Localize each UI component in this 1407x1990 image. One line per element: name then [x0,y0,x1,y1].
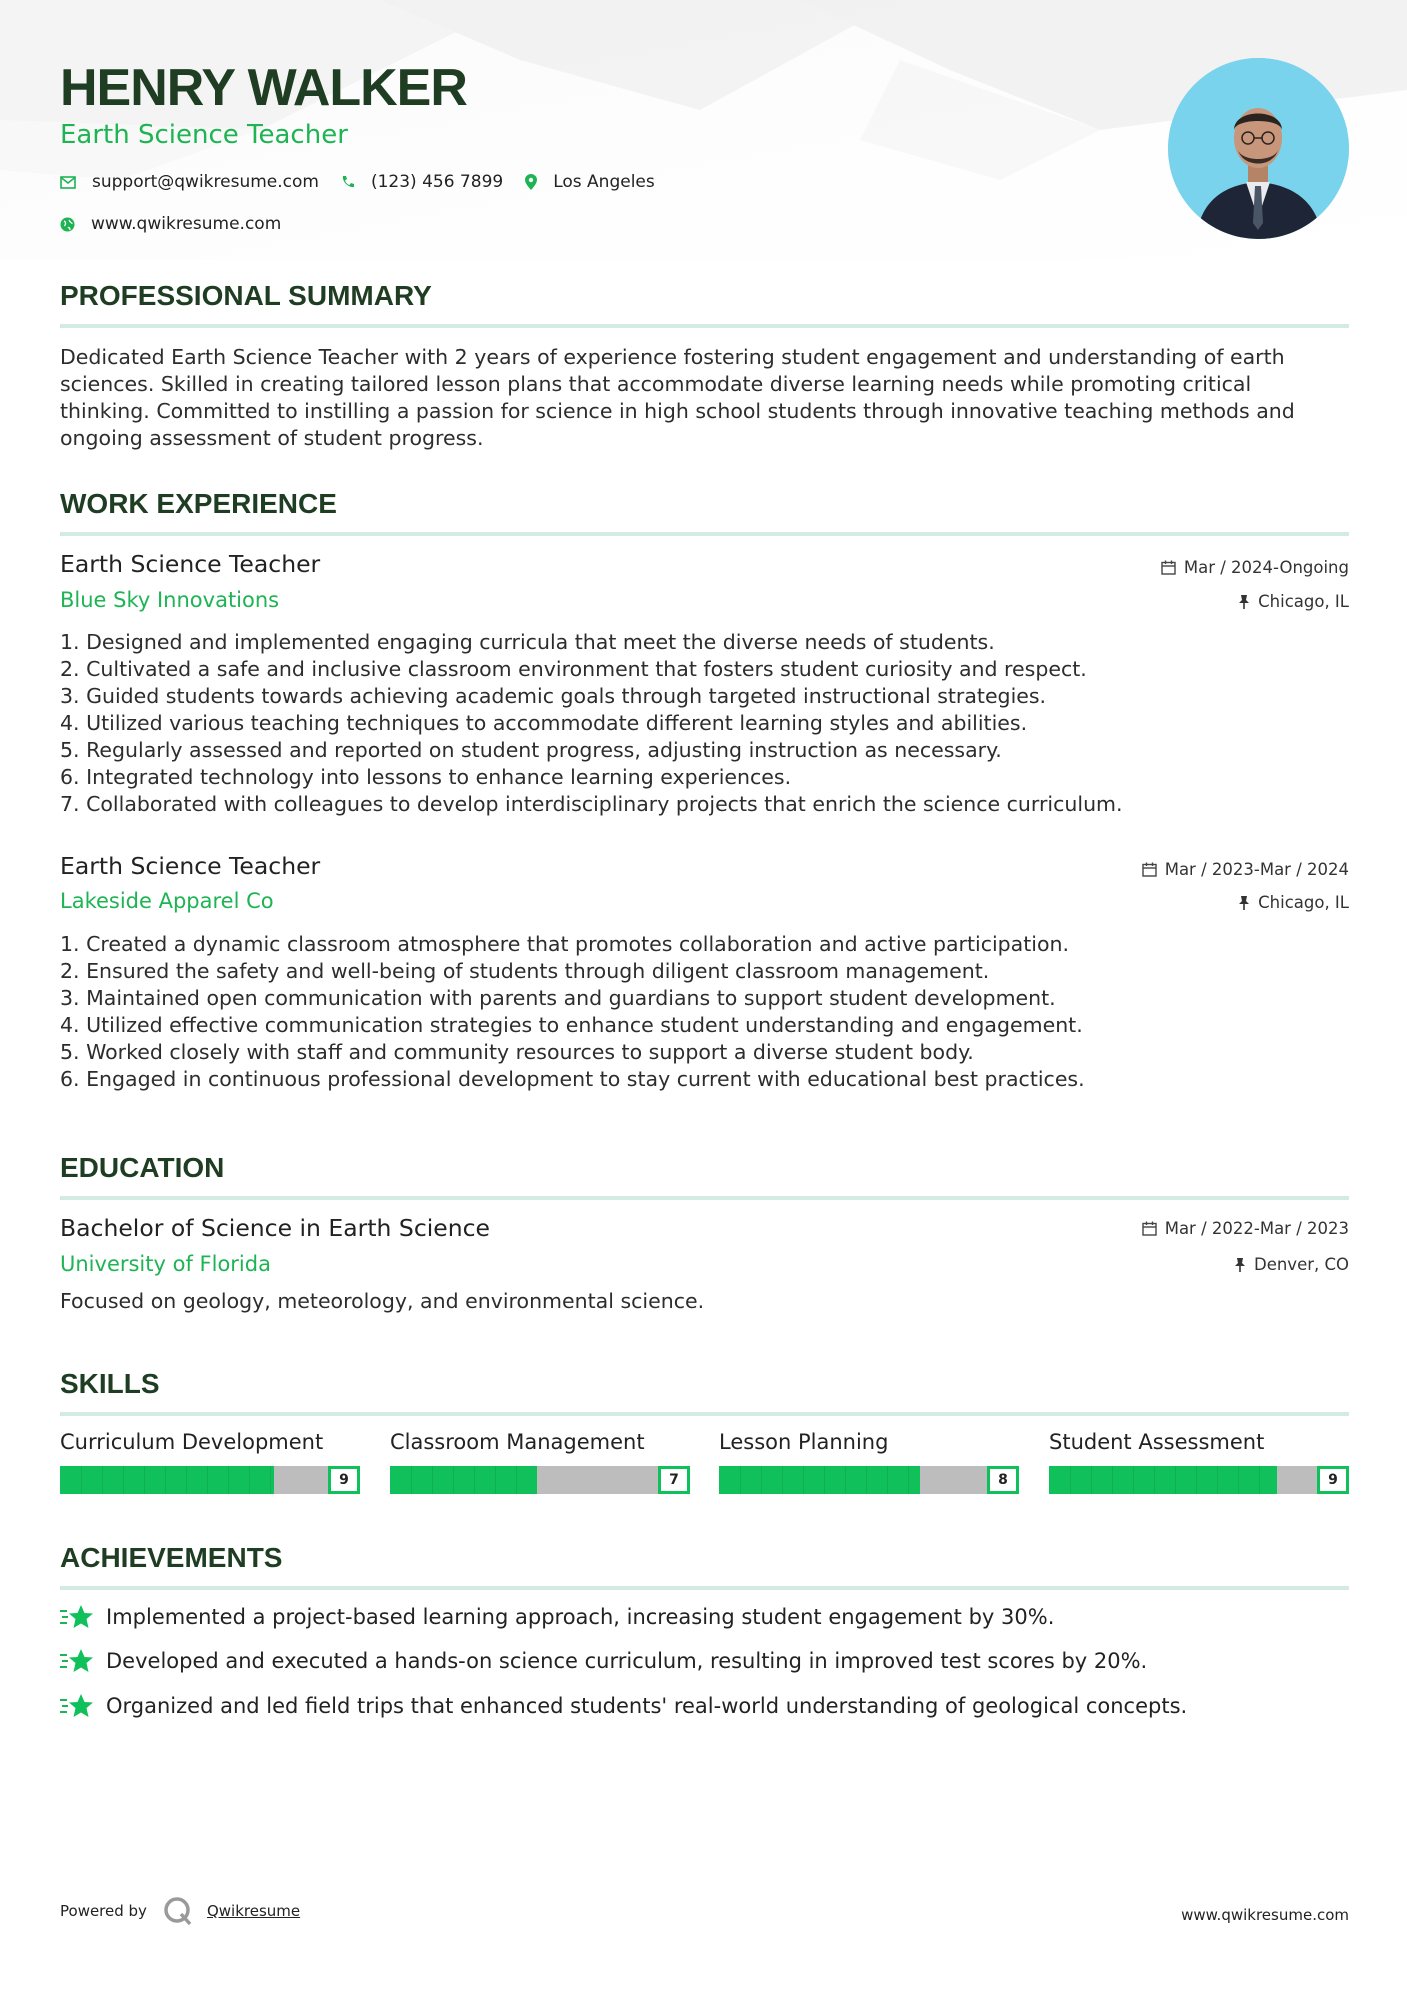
job-company: Lakeside Apparel Co [60,889,274,913]
qwikresume-logo-icon [163,1896,193,1926]
skill-segment-divider [887,1466,888,1494]
education-dates-text: Mar / 2022-Mar / 2023 [1164,1219,1349,1238]
section-title-achievements: ACHIEVEMENTS [60,1542,1349,1590]
skill-segment-divider [1196,1466,1197,1494]
contact-email[interactable] [60,172,319,192]
skill-name: Classroom Management [390,1430,645,1454]
degree-title: Bachelor of Science in Earth Science [60,1214,490,1242]
skill-segment-divider [1217,1466,1218,1494]
job-bullets [60,629,1349,818]
footer-powered-by [60,1896,300,1926]
list-item: 1. Designed and implemented engaging curricula that meet the diverse needs of students. [60,630,995,654]
summary-line: thinking. Committed to instilling a passion for science in high school students through innovative teaching methods and [60,399,1295,423]
location-text: Los Angeles [553,172,655,192]
skill-fill [719,1466,920,1494]
star-badge-icon [60,1604,94,1630]
skill-segment-divider [908,1466,909,1494]
list-item: 4. Utilized effective communication strategies to enhance student understanding and engagement. [60,1013,1083,1037]
skill-bar [719,1466,1019,1494]
skill-segment-divider [81,1466,82,1494]
contact-row [60,172,677,192]
skill-segment-divider [144,1466,145,1494]
job-dates [1161,558,1349,577]
skill-segment-divider [432,1466,433,1494]
list-item: 2. Cultivated a safe and inclusive classroom environment that fosters student curiosity and respect. [60,657,1087,681]
skill-segment-divider [1091,1466,1092,1494]
skill-segment-divider [453,1466,454,1494]
section-title-skills: SKILLS [60,1368,1349,1416]
skill-segment-divider [761,1466,762,1494]
skill-item [1049,1430,1349,1494]
summary-line: ongoing assessment of student progress. [60,426,484,450]
list-item: 4. Utilized various teaching techniques to accommodate different learning styles and abilities. [60,711,1028,735]
calendar-icon [1142,862,1157,877]
skill-segment-divider [866,1466,867,1494]
skill-segment-divider [1154,1466,1155,1494]
job-dates [1142,860,1349,879]
skill-segment-divider [207,1466,208,1494]
job-location-text: Chicago, IL [1258,592,1349,611]
pushpin-icon [1234,1257,1246,1273]
skill-level-badge: 8 [987,1466,1019,1494]
skill-segment-divider [1259,1466,1260,1494]
skill-item [60,1430,360,1494]
achievement-item [60,1693,1187,1719]
skill-track [1049,1466,1317,1494]
skill-segment-divider [1070,1466,1071,1494]
skill-segment-divider [411,1466,412,1494]
skill-segment-divider [1133,1466,1134,1494]
skill-item [719,1430,1019,1494]
job-bullets [60,931,1349,1093]
achievement-text: Developed and executed a hands-on science curriculum, resulting in improved test scores by 20%. [106,1649,1148,1673]
skill-track [60,1466,328,1494]
skill-bar [1049,1466,1349,1494]
qwikresume-link[interactable]: Qwikresume [206,1902,301,1920]
website-text: www.qwikresume.com [91,214,282,234]
contact-location [525,172,655,192]
skill-segment-divider [249,1466,250,1494]
section-title-education: EDUCATION [60,1152,1349,1200]
skill-segment-divider [824,1466,825,1494]
skill-segment-divider [495,1466,496,1494]
calendar-icon [1161,560,1176,575]
star-badge-icon [60,1693,94,1719]
list-item: 6. Engaged in continuous professional development to stay current with educational best practices. [60,1067,1085,1091]
skill-segment-divider [803,1466,804,1494]
skill-segment-divider [1175,1466,1176,1494]
pushpin-icon [1238,594,1250,610]
email-text: support@qwikresume.com [92,172,319,192]
list-item: 3. Maintained open communication with parents and guardians to support student development. [60,986,1056,1010]
skill-segment-divider [1112,1466,1113,1494]
skill-fill [1049,1466,1277,1494]
job-location-text: Chicago, IL [1258,893,1349,912]
profile-photo [1168,58,1349,239]
skill-item [390,1430,690,1494]
skill-segment-divider [516,1466,517,1494]
list-item: 3. Guided students towards achieving academic goals through targeted instructional strategies. [60,684,1047,708]
list-item: 5. Worked closely with staff and community resources to support a diverse student body. [60,1040,974,1064]
envelope-icon [60,176,76,189]
skill-bar [390,1466,690,1494]
school-name: University of Florida [60,1252,271,1276]
phone-icon [341,175,355,189]
job-dates-text: Mar / 2023-Mar / 2024 [1164,860,1349,879]
powered-by-label: Powered by [60,1902,147,1920]
section-title-experience: WORK EXPERIENCE [60,488,1349,536]
summary-line: sciences. Skilled in creating tailored lesson plans that accommodate diverse learning needs while promoting critical [60,372,1252,396]
skill-name: Curriculum Development [60,1430,324,1454]
skill-fill [390,1466,537,1494]
skill-name: Student Assessment [1049,1430,1265,1454]
skill-segment-divider [123,1466,124,1494]
job-company: Blue Sky Innovations [60,588,280,612]
skill-track [390,1466,658,1494]
education-location [1234,1255,1349,1274]
education-dates [1142,1219,1349,1238]
contact-phone[interactable] [341,172,503,192]
achievement-text: Organized and led field trips that enhanced students' real-world understanding of geological concepts. [106,1694,1188,1718]
job-location [1238,592,1349,611]
skill-segment-divider [474,1466,475,1494]
skill-fill [60,1466,274,1494]
star-badge-icon [60,1648,94,1674]
candidate-name: HENRY WALKER [60,59,467,117]
skill-bar [60,1466,360,1494]
skill-name: Lesson Planning [719,1430,889,1454]
globe-icon [60,217,75,232]
job-title: Earth Science Teacher [60,852,321,880]
summary-paragraph [60,344,1349,452]
skill-level-badge: 9 [328,1466,360,1494]
skill-segment-divider [228,1466,229,1494]
list-item: 2. Ensured the safety and well-being of students through diligent classroom management. [60,959,990,983]
contact-website[interactable] [60,214,281,234]
person-avatar-icon [1168,58,1349,239]
skill-segment-divider [740,1466,741,1494]
skill-track [719,1466,987,1494]
pushpin-icon [1238,895,1250,911]
education-description: Focused on geology, meteorology, and environmental science. [60,1289,705,1313]
skill-segment-divider [782,1466,783,1494]
job-location [1238,893,1349,912]
list-item: 1. Created a dynamic classroom atmosphere that promotes collaboration and active participation. [60,932,1070,956]
skill-segment-divider [102,1466,103,1494]
summary-line: Dedicated Earth Science Teacher with 2 years of experience fostering student engagement and understanding of earth [60,345,1285,369]
skill-segment-divider [270,1466,271,1494]
phone-text: (123) 456 7899 [370,172,504,192]
candidate-role: Earth Science Teacher [60,120,348,150]
achievement-text: Implemented a project-based learning approach, increasing student engagement by 30%. [106,1605,1055,1629]
skill-segment-divider [845,1466,846,1494]
contact-row-web [60,214,303,234]
education-location-text: Denver, CO [1253,1255,1349,1274]
skill-level-badge: 9 [1317,1466,1349,1494]
skill-segment-divider [186,1466,187,1494]
map-pin-icon [525,174,537,190]
job-title: Earth Science Teacher [60,550,321,578]
skill-segment-divider [165,1466,166,1494]
job-dates-text: Mar / 2024-Ongoing [1183,558,1349,577]
list-item: 5. Regularly assessed and reported on student progress, adjusting instruction as necessary. [60,738,1002,762]
skill-level-badge: 7 [658,1466,690,1494]
list-item: 6. Integrated technology into lessons to enhance learning experiences. [60,765,792,789]
footer-website[interactable]: www.qwikresume.com [1181,1906,1349,1924]
skill-segment-divider [1238,1466,1239,1494]
achievement-item [60,1648,1147,1674]
section-title-summary: PROFESSIONAL SUMMARY [60,280,1349,328]
calendar-icon [1142,1221,1157,1236]
list-item: 7. Collaborated with colleagues to develop interdisciplinary projects that enrich the science curriculum. [60,792,1123,816]
achievement-item [60,1604,1054,1630]
